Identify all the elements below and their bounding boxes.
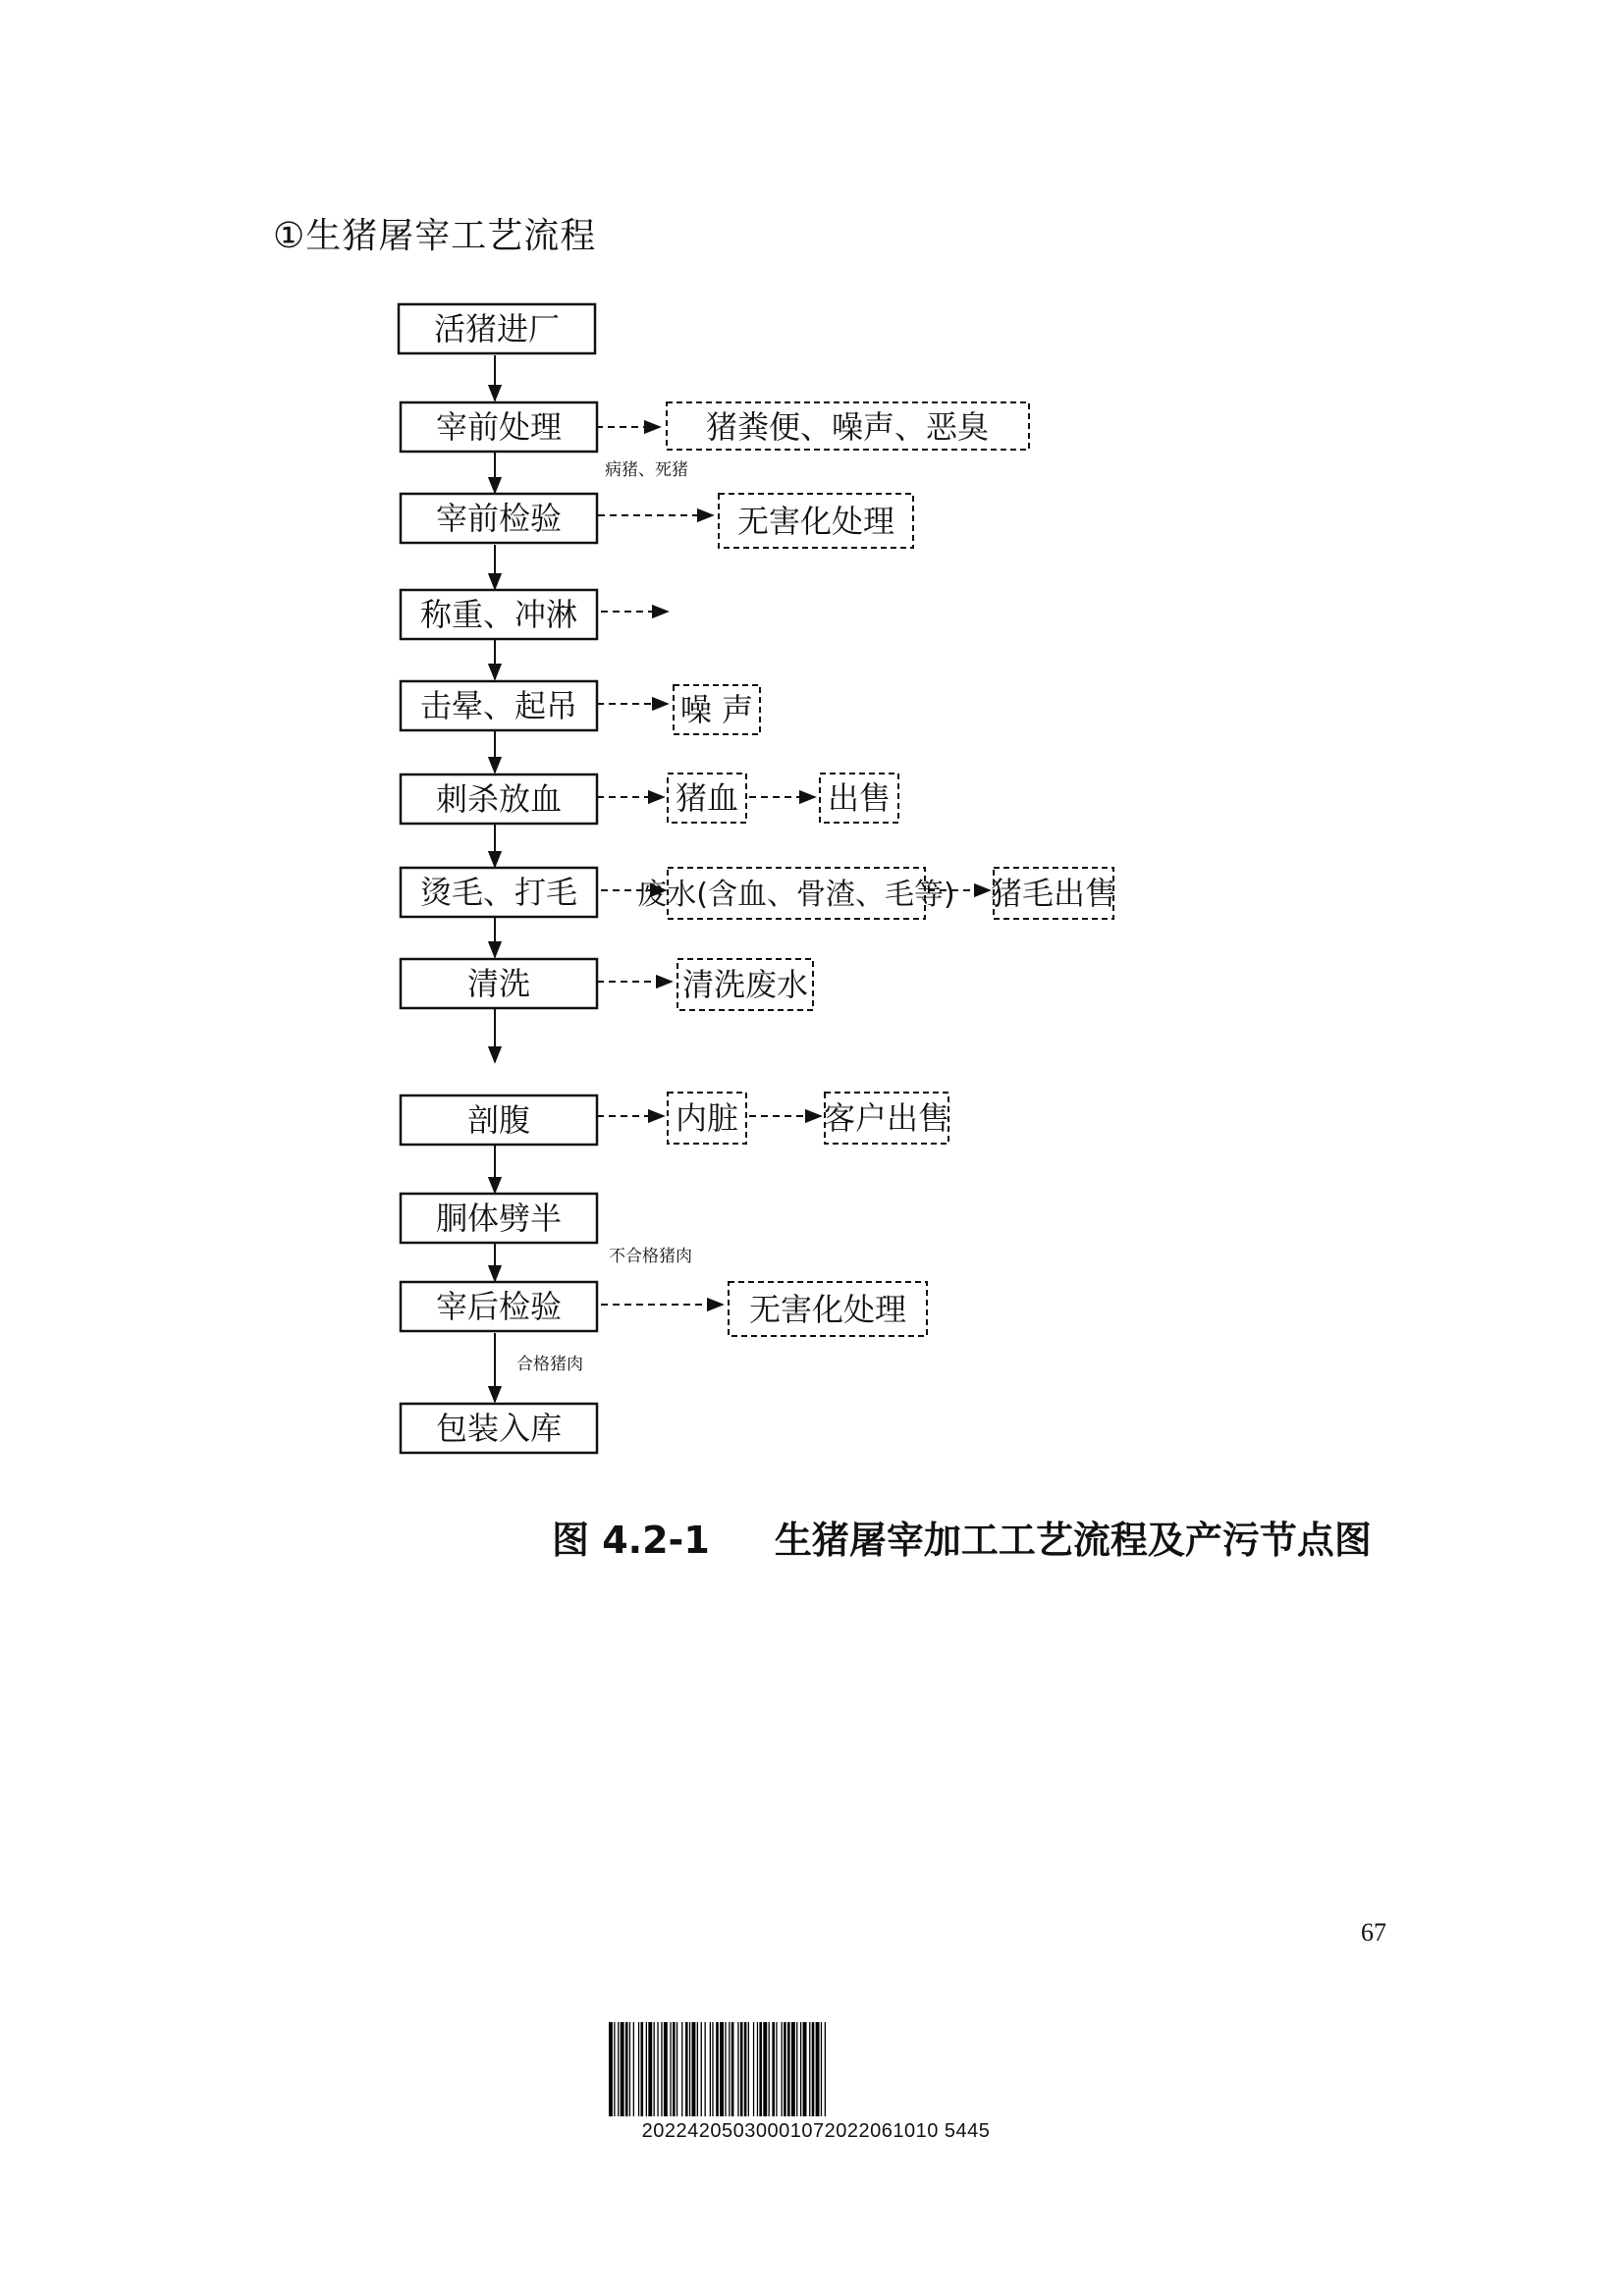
barcode-bar <box>737 2022 738 2116</box>
barcode-bar <box>681 2022 682 2116</box>
step-label-live-pigs-enter: 活猪进厂 <box>433 310 561 347</box>
barcode-bar <box>705 2022 706 2116</box>
barcode-bar <box>609 2022 613 2116</box>
barcode-bar <box>725 2022 726 2116</box>
barcode-bar <box>782 2022 783 2116</box>
output-label-harmless-treatment-2: 无害化处理 <box>748 1291 907 1328</box>
barcode-bar <box>796 2022 797 2116</box>
barcode-bar <box>821 2022 822 2116</box>
barcode-bar <box>689 2022 690 2116</box>
barcode-bar <box>664 2022 668 2116</box>
note-unqualified-pork: 不合格猪肉 <box>609 1247 692 1266</box>
barcode-bar <box>787 2022 790 2116</box>
output-label-sell-blood: 出售 <box>827 779 892 817</box>
barcode-bar <box>661 2022 662 2116</box>
step-label-pre-slaughter-inspection: 宰前检验 <box>435 500 563 537</box>
barcode-bar <box>670 2022 671 2116</box>
barcode-bars <box>609 2022 1023 2116</box>
barcode-bar <box>720 2022 724 2116</box>
barcode-bar <box>748 2022 749 2116</box>
barcode-bar <box>685 2022 688 2116</box>
step-label-scalding-dehairing: 烫毛、打毛 <box>419 874 578 911</box>
barcode-bar <box>641 2022 644 2116</box>
output-label-viscera: 内脏 <box>675 1099 739 1137</box>
barcode-bar <box>763 2022 767 2116</box>
barcode-bar <box>740 2022 743 2116</box>
barcode-bar <box>812 2022 815 2116</box>
barcode-bar <box>618 2022 619 2116</box>
barcode-bar <box>633 2022 634 2116</box>
barcode-bar <box>712 2022 713 2116</box>
barcode-bar <box>710 2022 711 2116</box>
output-label-wastewater: 废水(含血、骨渣、毛等) <box>637 878 955 912</box>
barcode-bar <box>803 2022 807 2116</box>
barcode-bar <box>757 2022 758 2116</box>
barcode-bar <box>753 2022 754 2116</box>
barcode-bar <box>638 2022 639 2116</box>
barcode-bar <box>614 2022 615 2116</box>
output-label-harmless-treatment-1: 无害化处理 <box>736 503 895 540</box>
barcode-bar <box>809 2022 810 2116</box>
barcode-bar <box>816 2022 820 2116</box>
step-label-post-slaughter-inspection: 宰后检验 <box>435 1288 563 1325</box>
step-label-stunning-hoisting: 击晕、起吊 <box>419 687 578 724</box>
step-label-carcass-splitting: 胴体劈半 <box>435 1200 563 1237</box>
barcode-bar <box>701 2022 702 2116</box>
barcode-bar <box>692 2022 696 2116</box>
output-label-feces-noise-odor: 猪粪便、噪声、恶臭 <box>705 408 990 446</box>
barcode-bar <box>657 2022 658 2116</box>
output-label-sell-bristles: 猪毛出售 <box>990 875 1117 912</box>
note-sick-dead-pigs: 病猪、死猪 <box>605 460 688 480</box>
output-label-pig-blood: 猪血 <box>675 779 739 817</box>
note-qualified-pork: 合格猪肉 <box>516 1355 583 1374</box>
barcode-bar <box>646 2022 647 2116</box>
barcode <box>609 2022 1023 2120</box>
barcode-bar <box>800 2022 801 2116</box>
step-label-washing: 清洗 <box>466 965 531 1002</box>
barcode-bar <box>776 2022 777 2116</box>
output-label-cleaning-wastewater: 清洗废水 <box>681 966 809 1003</box>
output-label-noise: 噪 声 <box>679 691 754 728</box>
barcode-bar <box>621 2022 624 2116</box>
barcode-bar <box>673 2022 676 2116</box>
step-label-packaging-storage: 包装入库 <box>435 1410 563 1447</box>
barcode-bar <box>769 2022 770 2116</box>
barcode-number: 20224205030001072022061010 5445 <box>641 2120 991 2142</box>
barcode-bar <box>654 2022 655 2116</box>
barcode-bar <box>716 2022 719 2116</box>
figure-caption: 图 4.2-1 生猪屠宰加工工艺流程及产污节点图 <box>552 1519 1372 1562</box>
barcode-bar <box>791 2022 795 2116</box>
section-title: ①生猪屠宰工艺流程 <box>273 216 597 256</box>
output-label-sell-to-customers: 客户出售 <box>823 1099 950 1137</box>
page-number: 67 <box>1361 1918 1386 1947</box>
step-label-pre-slaughter-handling: 宰前处理 <box>435 408 563 446</box>
barcode-bar <box>825 2022 826 2116</box>
barcode-bar <box>784 2022 786 2116</box>
barcode-bar <box>731 2022 734 2116</box>
barcode-bar <box>729 2022 730 2116</box>
step-label-evisceration: 剖腹 <box>466 1101 531 1139</box>
barcode-bar <box>697 2022 698 2116</box>
barcode-bar <box>648 2022 652 2116</box>
barcode-bar <box>759 2022 762 2116</box>
step-label-weighing-showering: 称重、冲淋 <box>419 596 578 633</box>
barcode-bar <box>625 2022 628 2116</box>
barcode-bar <box>744 2022 747 2116</box>
barcode-bar <box>629 2022 630 2116</box>
step-label-sticking-bleeding: 刺杀放血 <box>435 780 563 818</box>
barcode-bar <box>772 2022 775 2116</box>
